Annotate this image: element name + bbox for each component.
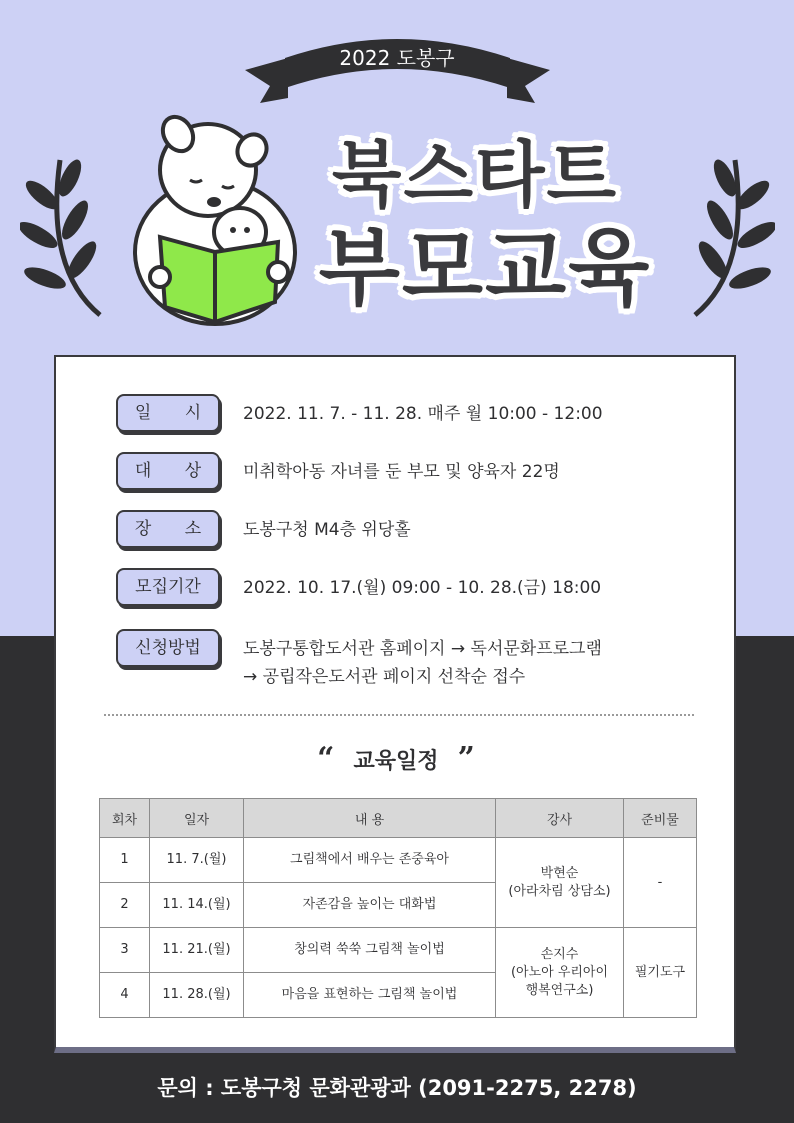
instructor-cell <box>496 928 624 1018</box>
schedule-table <box>99 798 697 1018</box>
info-label-target: 대 상 <box>116 452 220 490</box>
dog-reading-book-icon <box>130 112 300 327</box>
session-content: 그림책에서 배우는 존중육아 <box>244 838 496 883</box>
close-quote: ” <box>457 741 475 776</box>
instructor-name: 손지수 <box>540 946 579 962</box>
schedule-heading <box>256 739 536 779</box>
session-date: 11. 28.(월) <box>150 973 244 1018</box>
column-header: 강사 <box>496 799 624 838</box>
session-date: 11. 14.(월) <box>150 883 244 928</box>
column-header: 준비물 <box>624 799 697 838</box>
info-label-apply: 신청방법 <box>116 629 220 667</box>
column-header: 일자 <box>150 799 244 838</box>
info-value-date: 2022. 11. 7. - 11. 28. 매주 월 10:00 - 12:00 <box>243 404 603 424</box>
instructor-name: 박현순 <box>540 865 579 881</box>
table-row <box>100 838 697 883</box>
ribbon-text: 2022 도봉구 <box>339 46 455 70</box>
info-value-apply <box>243 635 723 691</box>
session-no: 1 <box>100 838 150 883</box>
session-no: 3 <box>100 928 150 973</box>
open-quote: “ <box>317 741 335 776</box>
session-no: 4 <box>100 973 150 1018</box>
supplies-cell: 필기도구 <box>624 928 697 1018</box>
info-value-recruit: 2022. 10. 17.(월) 09:00 - 10. 28.(금) 18:00 <box>243 578 602 598</box>
session-content: 창의력 쑥쑥 그림책 놀이법 <box>244 928 496 973</box>
info-card <box>54 355 736 1053</box>
info-value-apply-line1: 도봉구통합도서관 홈페이지 → 독서문화프로그램 <box>243 639 602 659</box>
column-header: 내 용 <box>244 799 496 838</box>
schedule-heading-text: 교육일정 <box>353 749 439 774</box>
session-content: 자존감을 높이는 대화법 <box>244 883 496 928</box>
table-row <box>100 928 697 973</box>
dotted-divider <box>104 714 694 716</box>
session-content: 마음을 표현하는 그림책 놀이법 <box>244 973 496 1018</box>
instructor-org: (아라차림 상담소) <box>508 883 611 899</box>
session-no: 2 <box>100 883 150 928</box>
supplies-cell: - <box>624 838 697 928</box>
title-line-2: 부모교육 <box>318 219 652 317</box>
title-line-1: 북스타트 <box>331 133 619 217</box>
contact-footer: 문의 : 도봉구청 문화관광과 (2091-2275, 2278) <box>157 1076 637 1100</box>
session-date: 11. 21.(월) <box>150 928 244 973</box>
info-label-recruit: 모집기간 <box>116 568 220 606</box>
session-date: 11. 7.(월) <box>150 838 244 883</box>
column-header: 회차 <box>100 799 150 838</box>
info-value-target: 미취학아동 자녀를 둔 부모 및 양육자 22명 <box>243 462 560 482</box>
laurel-left-icon <box>20 150 115 320</box>
table-header-row <box>100 799 697 838</box>
info-value-apply-line2: → 공립작은도서관 페이지 선착순 접수 <box>243 667 526 687</box>
instructor-org: 행복연구소) <box>525 982 594 998</box>
instructor-cell <box>496 838 624 928</box>
info-label-place: 장 소 <box>116 510 220 548</box>
info-label-date: 일 시 <box>116 394 220 432</box>
instructor-org: (아노아 우리아이 <box>510 964 609 980</box>
laurel-right-icon <box>680 150 775 320</box>
info-value-place: 도봉구청 M4층 위당홀 <box>243 520 411 540</box>
